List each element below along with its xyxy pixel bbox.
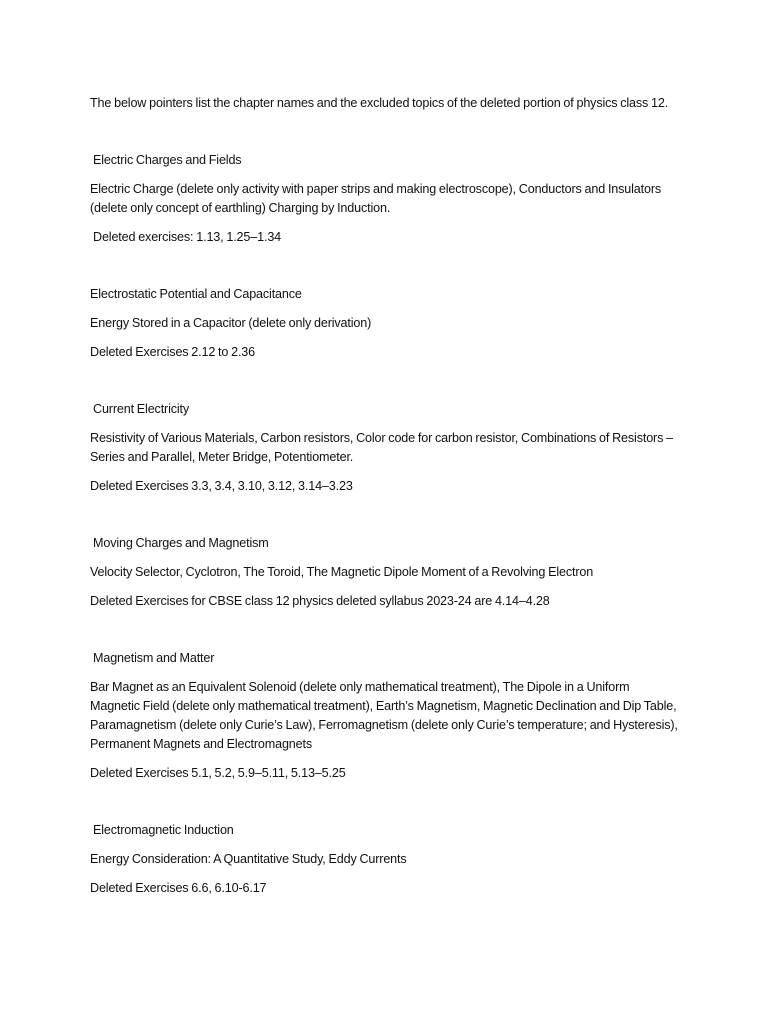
chapter-topics-4: Velocity Selector, Cyclotron, The Toroid, The Magnetic Dipole Moment of a Revolving Electron [90,565,594,579]
chapter-topics-1: Electric Charge (delete only activity with paper strips and making electroscope), Conductors and Insulators (delete only concept of earthling) Charging by Induction. [90,182,662,215]
chapter-exercises-4: Deleted Exercises for CBSE class 12 physics deleted syllabus 2023-24 are 4.14–4.28 [90,594,550,608]
chapter-exercises-1: Deleted exercises: 1.13, 1.25–1.34 [93,230,282,244]
chapter-title-4: Moving Charges and Magnetism [93,536,269,550]
chapter-title-3: Current Electricity [93,402,190,416]
chapter-exercises-2: Deleted Exercises 2.12 to 2.36 [90,345,256,359]
chapter-title-5: Magnetism and Matter [93,651,215,665]
document-body [90,94,680,898]
chapter-exercises-5: Deleted Exercises 5.1, 5.2, 5.9–5.11, 5.13–5.25 [90,766,346,780]
chapter-topics-3: Resistivity of Various Materials, Carbon resistors, Color code for carbon resistor, Combinations of Resistors – Series and Parallel, Meter Bridge, Potentiometer. [90,431,673,464]
chapter-title-1: Electric Charges and Fields [93,153,242,167]
chapter-topics-6: Energy Consideration: A Quantitative Study, Eddy Currents [90,852,407,866]
intro-paragraph: The below pointers list the chapter names and the excluded topics of the deleted portion of physics class 12. [90,96,669,110]
chapter-topics-5: Bar Magnet as an Equivalent Solenoid (delete only mathematical treatment), The Dipole in a Uniform Magnetic Field (delete only mathematical treatment), Earth’s Magnetism, Magnetic Declination and Dip Table, Paramagnetism (delete only Curie’s Law), Ferromagnetism (delete only Curie’s temperature; and Hysteresis), Permanent Magnets and Electromagnets [90,680,678,751]
chapter-exercises-3: Deleted Exercises 3.3, 3.4, 3.10, 3.12, 3.14–3.23 [90,479,353,493]
chapter-title-6: Electromagnetic Induction [93,823,234,837]
chapter-exercises-6: Deleted Exercises 6.6, 6.10-6.17 [90,881,267,895]
chapter-title-2: Electrostatic Potential and Capacitance [90,287,302,301]
chapter-topics-2: Energy Stored in a Capacitor (delete only derivation) [90,316,372,330]
